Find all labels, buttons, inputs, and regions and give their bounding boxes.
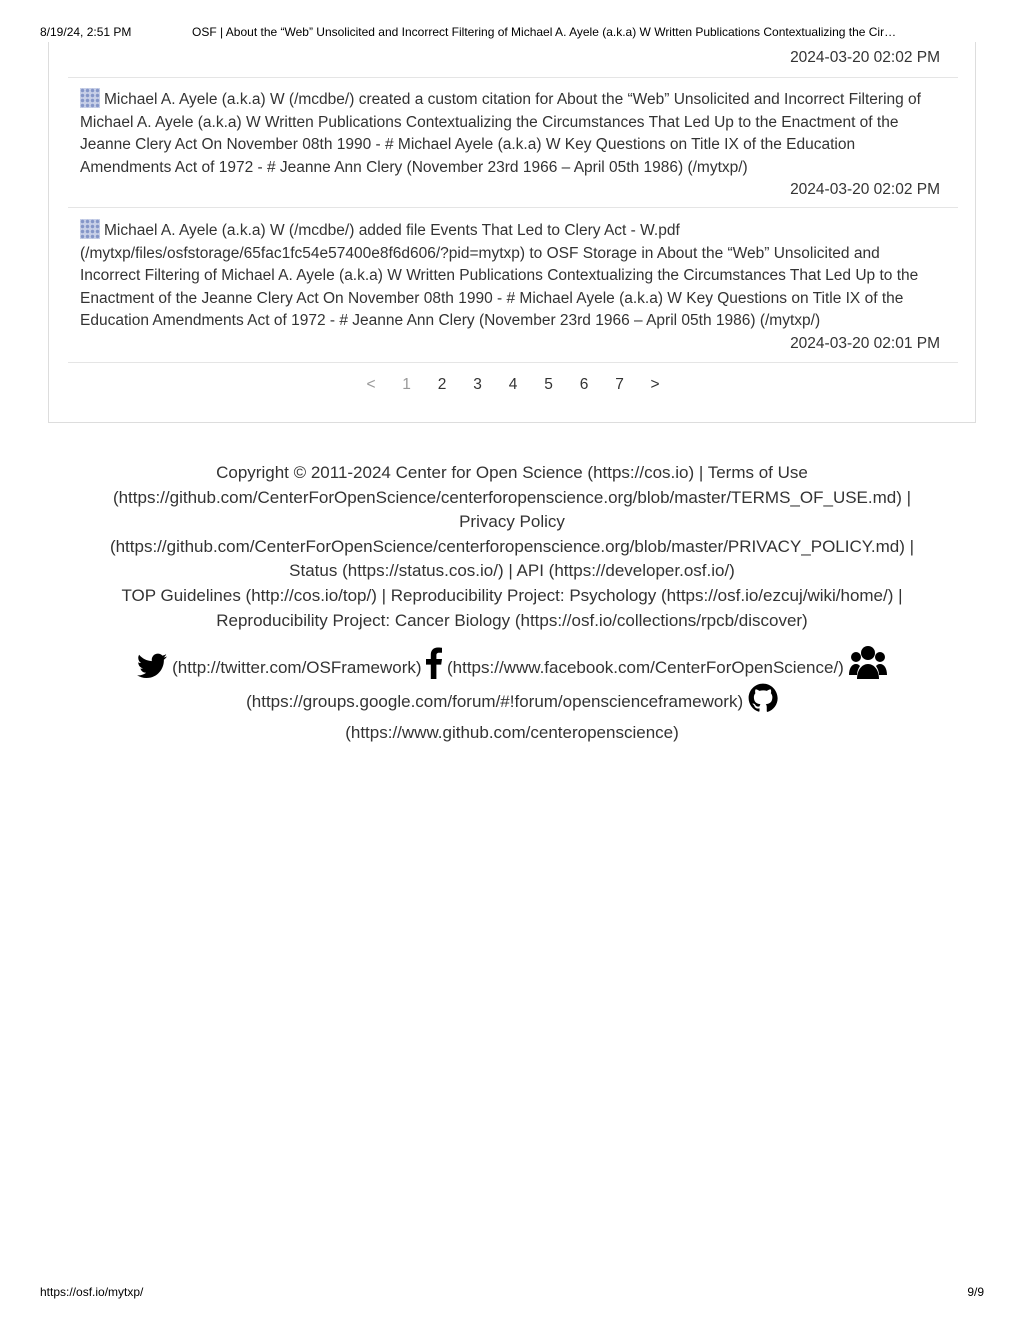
log-timestamp: 2024-03-20 02:02 PM (790, 49, 940, 66)
pagination-page-2[interactable]: 2 (437, 376, 447, 393)
pagination-page-4[interactable]: 4 (508, 376, 518, 393)
facebook-link[interactable]: (https://www.facebook.com/CenterForOpenScience/) (447, 658, 844, 677)
log-text[interactable]: Michael A. Ayele (a.k.a) W (/mcdbe/) created a custom citation for About the “Web” Unsolicited and Incorrect Filtering of Michael A. Ayele (a.k.a) W Written Publications Contextualizing the Circumstances That Led Up to the Enactment of the Jeanne Clery Act On November 08th 1990 - # Michael Ayele (a.k.a) W Key Questions on Title IX of the Education Amendments Act of 1972 - # Jeanne Ann Clery (November 23rd 1966 – April 05th 1986) (/mytxp/) (80, 91, 921, 176)
user-avatar-icon[interactable] (80, 88, 100, 108)
log-timestamp: 2024-03-20 02:02 PM (790, 181, 940, 199)
print-page-title: OSF | About the “Web” Unsolicited and Incorrect Filtering of Michael A. Ayele (a.k.a) W Written Publications Contextualizing the Cir… (192, 25, 897, 39)
print-page-number: 9/9 (967, 1285, 984, 1299)
github-link[interactable]: (https://www.github.com/centeropenscience) (345, 722, 679, 742)
cancer-biology-link[interactable]: Reproducibility Project: Cancer Biology (https://osf.io/collections/rpcb/discover) (216, 610, 808, 630)
log-entry (68, 42, 958, 78)
recent-activity-panel (48, 42, 976, 423)
site-footer-links (62, 461, 962, 633)
log-text[interactable]: Michael A. Ayele (a.k.a) W (/mcdbe/) added file Events That Led to Clery Act - W.pdf (/mytxp/files/osfstorage/65fac1fc54e57400e8f6d606/?pid=mytxp) to OSF Storage in About the “Web” Unsolicited and Incorrect Filtering of Michael A. Ayele (a.k.a) W Written Publications Contextualizing the Circumstances That Led Up to the Enactment of the Jeanne Clery Act On November 08th 1990 - # Michael Ayele (a.k.a) W Key Questions on Title IX of the Education Amendments Act of 1972 - # Jeanne Ann Clery (November 23rd 1966 – April 05th 1986) (/mytxp/) (80, 222, 919, 330)
copyright-line[interactable]: Copyright © 2011-2024 Center for Open Science (https://cos.io) | Terms of Use (216, 463, 808, 482)
top-guidelines-links[interactable]: TOP Guidelines (http://cos.io/top/) | Reproducibility Project: Psychology (https://osf.io/ezcuj/wiki/home/) | (121, 585, 903, 605)
activity-log-list (68, 42, 958, 363)
print-header (40, 25, 984, 41)
pagination-page-5[interactable]: 5 (544, 376, 553, 393)
pagination-page-6[interactable]: 6 (579, 376, 589, 393)
status-api-links[interactable]: Status (https://status.cos.io/) | API (https://developer.osf.io/) (289, 561, 735, 581)
users-icon[interactable] (849, 645, 887, 687)
pagination-page-7[interactable]: 7 (615, 376, 624, 393)
print-footer (40, 1285, 984, 1301)
print-date: 8/19/24, 2:51 PM (40, 25, 132, 39)
log-timestamp: 2024-03-20 02:01 PM (790, 334, 940, 352)
terms-of-use-link[interactable]: (https://github.com/CenterForOpenScience/centerforopenscience.org/blob/master/TERMS_OF_USE.md) | (112, 487, 912, 507)
pagination-page-1[interactable]: 1 (402, 376, 411, 393)
twitter-link[interactable]: (http://twitter.com/OSFramework) (172, 658, 422, 677)
social-links (62, 645, 962, 745)
log-entry (68, 78, 958, 208)
pagination-next-button[interactable]: > (650, 376, 660, 393)
pagination (49, 374, 977, 396)
log-entry (68, 208, 958, 363)
print-url: https://osf.io/mytxp/ (40, 1285, 144, 1299)
user-avatar-icon[interactable] (80, 219, 100, 239)
facebook-icon[interactable] (426, 647, 442, 687)
pagination-page-3[interactable]: 3 (473, 376, 482, 393)
pagination-prev-button[interactable]: < (366, 376, 376, 393)
github-icon[interactable] (748, 683, 778, 721)
privacy-policy-link[interactable]: Privacy Policy (459, 512, 565, 532)
google-groups-link[interactable]: (https://groups.google.com/forum/#!forum/openscienceframework) (246, 692, 744, 711)
privacy-policy-url[interactable]: (https://github.com/CenterForOpenScience/centerforopenscience.org/blob/master/PRIVACY_POLICY.md) | (109, 536, 915, 556)
twitter-icon[interactable] (137, 653, 167, 687)
